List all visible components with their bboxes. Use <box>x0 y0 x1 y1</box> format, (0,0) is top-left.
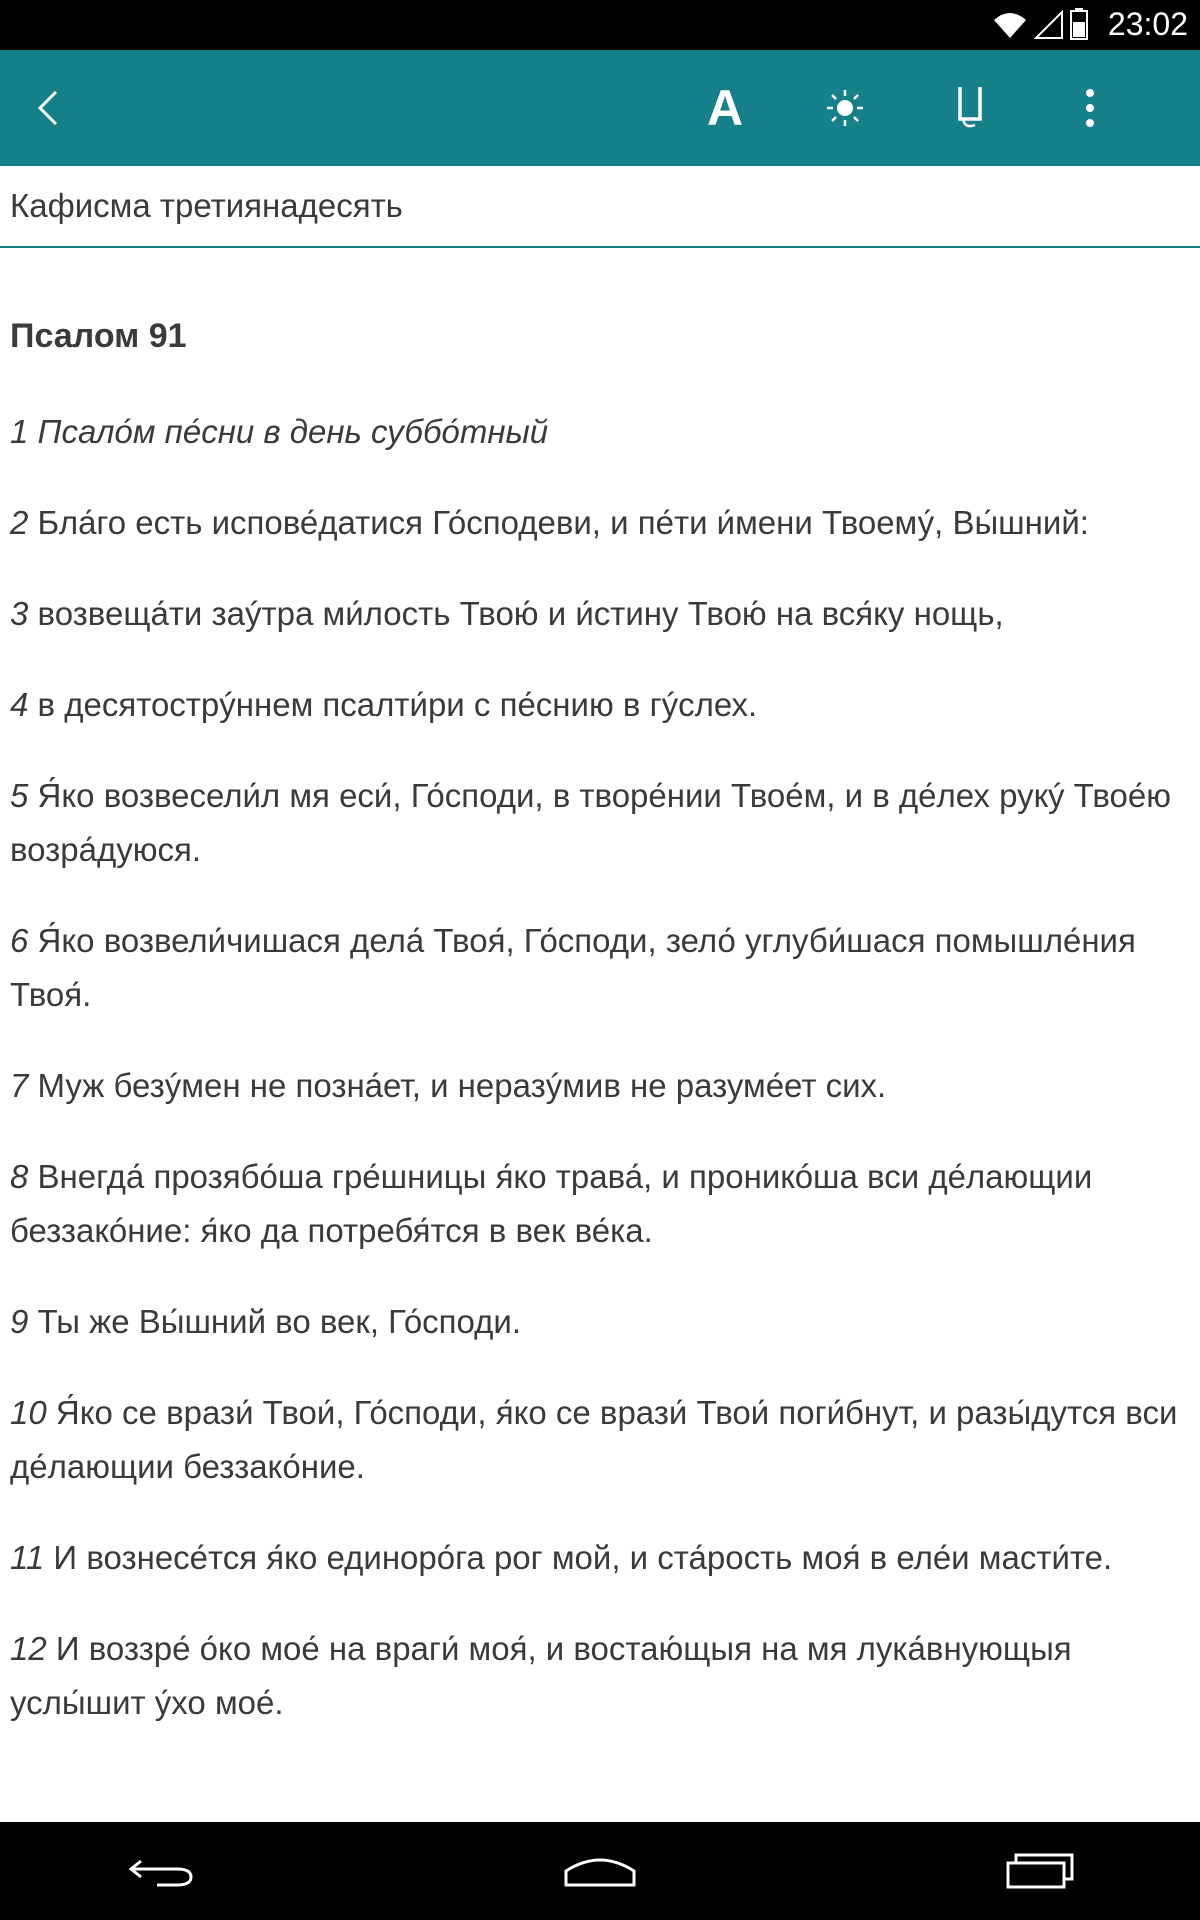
verse <box>10 1295 1190 1349</box>
wifi-icon <box>992 10 1028 40</box>
verse <box>10 1059 1190 1113</box>
signal-icon <box>1034 10 1064 40</box>
verse-number: 11 <box>10 1539 45 1576</box>
verse-text: в десятострýннем псалти́ри с пе́снию в гýслех. <box>28 686 758 723</box>
u-shape-icon <box>955 85 985 131</box>
back-nav-icon <box>127 1851 197 1891</box>
verse-text: Я́ко се врази́ Твои́, Го́споди, я́ко се врази́ Твои́ поги́бнут, и разы́дутся вси де́лающии беззако́ние. <box>10 1394 1178 1485</box>
system-nav-bar <box>0 1822 1200 1920</box>
verse-text: Я́ко возвесели́л мя еси́, Го́споди, в творе́нии Твое́м, и в де́лех рукý Твое́ю возра́дуюся. <box>10 777 1172 868</box>
verse-number: 4 <box>10 686 29 723</box>
verse-text: Бла́го есть испове́датися Го́сподеви, и пе́ти и́мени Твоему́, Вы́шний: <box>28 504 1089 541</box>
home-nav-icon <box>562 1851 638 1891</box>
status-time: 23:02 <box>1107 6 1188 42</box>
chevron-left-icon <box>36 88 60 128</box>
section-title: Кафисма третиянадесять <box>10 187 403 224</box>
verse-number: 6 <box>10 922 29 959</box>
verse <box>10 1150 1190 1258</box>
reading-content[interactable] <box>0 250 1200 1822</box>
verse <box>10 678 1190 732</box>
verse-number: 8 <box>10 1158 29 1195</box>
recents-nav-icon <box>1004 1851 1076 1891</box>
verse <box>10 405 1190 459</box>
nav-home-button[interactable] <box>530 1822 670 1920</box>
verse <box>10 914 1190 1022</box>
verse <box>10 1386 1190 1494</box>
more-vert-icon <box>1084 88 1096 128</box>
verse-number: 10 <box>10 1394 47 1431</box>
verse-text: Я́ко возвели́чишася дела́ Твоя́, Го́споди, зело́ углуби́шася помышле́ния Твоя́. <box>10 922 1136 1013</box>
brightness-icon <box>825 88 865 128</box>
verse-text: Внегда́ прозябо́ша гре́шницы я́ко трава́, и проникóша вси де́лающии беззакóние: я́ко да потребя́тся в век ве́ка. <box>10 1158 1093 1249</box>
verse-number: 3 <box>10 595 29 632</box>
verse-text: И воззре́ о́ко мое́ на враги́ моя́, и востаю́щыя на мя лука́внующыя услы́шит у́хо мое́. <box>10 1630 1072 1721</box>
app-toolbar <box>0 50 1200 166</box>
verse-number: 7 <box>10 1067 29 1104</box>
nav-recents-button[interactable] <box>970 1822 1110 1920</box>
battery-icon <box>1070 8 1088 40</box>
brightness-button[interactable] <box>810 50 880 166</box>
psalm-title: Псалом 91 <box>10 317 187 355</box>
verse-number: 2 <box>10 504 29 541</box>
more-options-button[interactable] <box>1060 50 1120 166</box>
verse <box>10 496 1190 550</box>
verse <box>10 1531 1190 1585</box>
nav-back-button[interactable] <box>92 1822 232 1920</box>
verse-text: возвеща́ти заýтра ми́лость Твою́ и и́стину Твою́ на вся́ку нощь, <box>28 595 1004 632</box>
verse-text: Муж безýмен не позна́ет, и неразýмив не разуме́ет сих. <box>28 1067 887 1104</box>
section-header <box>0 166 1200 248</box>
font-icon: A <box>706 80 744 136</box>
text-mode-button[interactable] <box>935 50 1005 166</box>
verse <box>10 1622 1190 1730</box>
status-bar <box>0 0 1200 50</box>
verse-text: Псало́м пе́сни в день суббо́тный <box>28 413 549 450</box>
verse-text: Ты же Вы́шний во век, Го́споди. <box>28 1303 522 1340</box>
verse-number: 9 <box>10 1303 29 1340</box>
back-button[interactable] <box>18 50 78 166</box>
verse-number: 12 <box>10 1630 47 1667</box>
verse-number: 5 <box>10 777 29 814</box>
status-icons <box>992 8 1088 40</box>
verse-text: И вознесе́тся я́ко единоро́га рог мой, и ста́рость моя́ в еле́и масти́те. <box>44 1539 1113 1576</box>
verse <box>10 587 1190 641</box>
verse <box>10 769 1190 877</box>
verse-number: 1 <box>10 413 29 450</box>
font-size-button[interactable] <box>690 50 760 166</box>
